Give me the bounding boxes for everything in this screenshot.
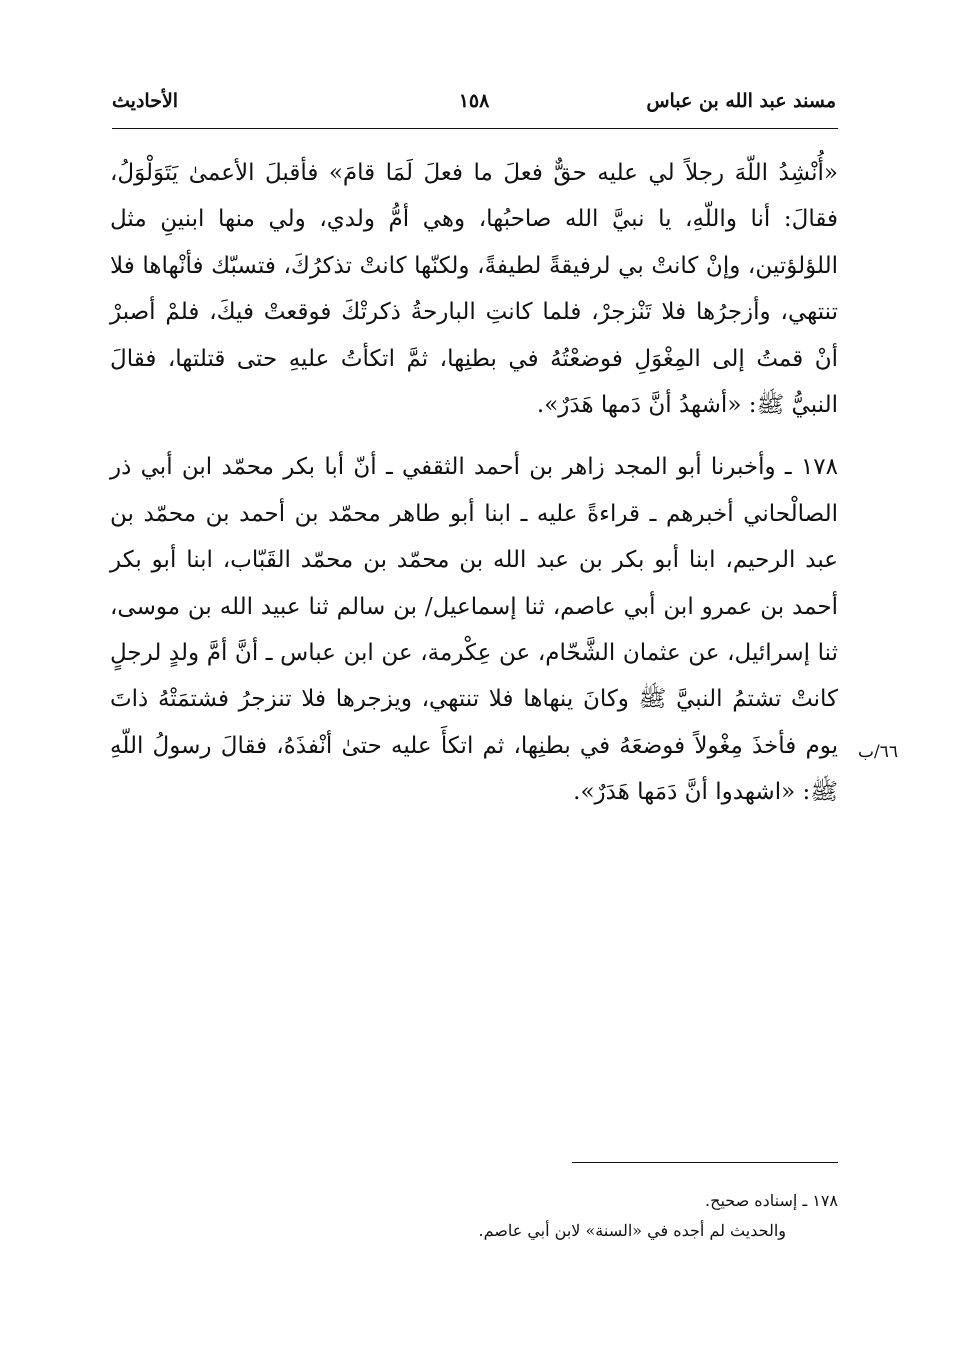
header-rule [112,128,838,129]
running-header [112,90,836,124]
footnote-line-1: ١٧٨ ـ إسناده صحيح. [705,1191,838,1210]
footnotes [300,1186,838,1246]
body-text [110,150,838,816]
footnote-rule [572,1162,838,1163]
footnote-line-2: والحديث لم أجده في «السنة» لابن أبي عاصم. [478,1221,786,1240]
page-number: ١٥٨ [458,90,490,112]
manuscript-folio-marker: ٦٦/ب [858,742,898,762]
paragraph-hadith-178: ١٧٨ ـ وأخبرنا أبو المجد زاهر بن أحمد الثقفي ـ أنّ أبا بكر محمّد ابن أبي ذر الصالْحاني أخبرهم ـ قراءةً عليه ـ ابنا أبو طاهر محمّد بن أحمد بن محمّد بن عبد الرحيم، ابنا أبو بكر بن عبد الله بن محمّد بن محمّد القَبّاب، ابنا أبو بكر أحمد بن عمرو ابن أبي عاصم، ثنا إسماعيل/ بن سالم ثنا عبيد الله بن موسى، ثنا إسرائيل، عن عثمان الشَّحّام، عن عِكْرمة، عن ابن عباس ـ أنَّ أمَّ ولدٍ لرجلٍ كانتْ تشتمُ النبيَّ ﷺ وكانَ ينهاها فلا تنتهي، ويزجرها فلا تنزجرُ فشتمَتْهُ ذاتَ يوم فأخذَ مِغْولاً فوضعَهُ في بطنِها، ثم اتكأَ عليه حتىٰ أنْفذَهُ، فقالَ رسولُ اللّهِ ﷺ: «اشهدوا أنَّ دَمَها هَدَرٌ». [110,454,838,806]
book-title: مسند عبد الله بن عباس [646,90,836,112]
paragraph-hadith-continuation: «أُنْشِدُ اللّهَ رجلاً لي عليه حقٌّ فعلَ ما فعلَ لَمَا قامَ» فأقبلَ الأعمىٰ يَتَوَلْوَلُ، فقالَ: أنا واللّهِ، يا نبيَّ الله صاحبُها، وهي أمُّ ولدي، ولي منها ابنينِ مثل اللؤلؤتين، وإنْ كانتْ بي لرفيقةً لطيفةً، ولكنّها كانتْ تذكرُكَ، فتسبّك فأنْهاها فلا تنتهي، وأزجرُها فلا تَنْزجرْ، فلما كانتِ البارحةُ ذكرتْكَ فوقعتْ فيكَ، فلمْ أصبرْ أنْ قمتُ إلى المِغْوَلِ فوضعْتُهُ في بطنِها، ثمَّ اتكأتُ عليهِ حتى قتلتها، فقالَ النبيُّ ﷺ: «أشهدُ أنَّ دَمها هَدَرٌ». [110,160,838,419]
section-title: الأحاديث [112,90,179,112]
